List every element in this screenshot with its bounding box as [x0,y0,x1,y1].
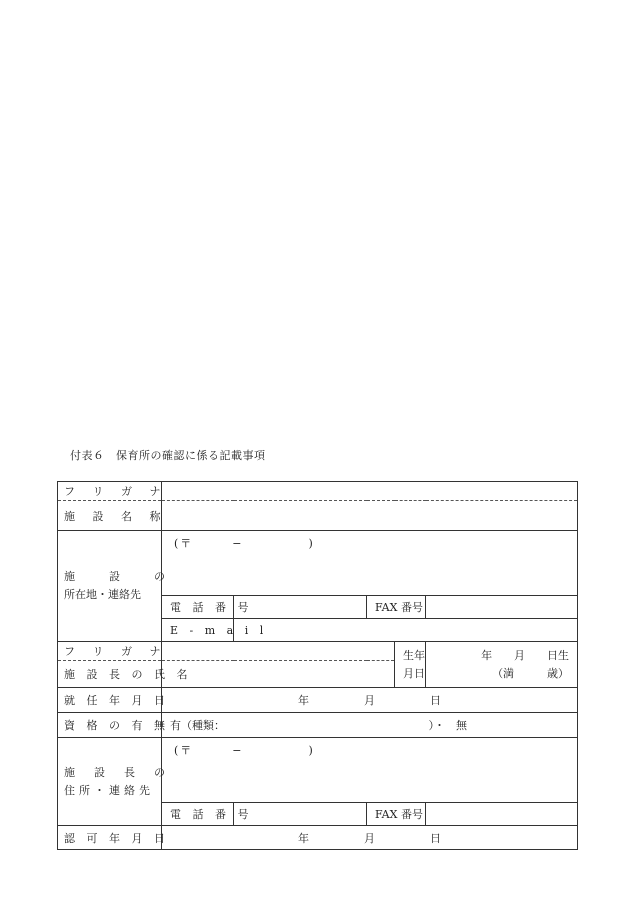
director-phone-label: 電 話 番 号 [162,803,234,826]
facility-postal-field[interactable]: (〒 − ) [162,531,578,596]
facility-name-label: 施 設 名 称 [58,501,162,531]
approval-date-field[interactable]: 年 月 日 [162,826,578,850]
director-furigana-field[interactable] [162,642,395,661]
facility-email-label: E - m a i l [162,619,234,642]
facility-address-label: 施 設 の 所在地・連絡先 [58,531,162,642]
director-fax-label: FAX 番号 [367,803,426,826]
director-fax-field[interactable] [426,803,578,826]
director-name-label: 施 設 長 の 氏 名 [58,661,162,688]
director-furigana-label: フ リ ガ ナ [58,642,162,661]
facility-phone-label: 電 話 番 号 [162,596,234,619]
form-caption: 付表６ 保育所の確認に係る記載事項 [70,449,266,462]
facility-phone-field[interactable] [234,596,367,619]
facility-furigana-label: フ リ ガ ナ [58,482,162,501]
facility-furigana-field[interactable] [162,482,578,501]
director-postal-field[interactable]: (〒 − ) [162,738,578,803]
facility-fax-label: FAX 番号 [367,596,426,619]
facility-email-field[interactable] [234,619,578,642]
director-address-label: 施 設 長 の 住所・連絡先 [58,738,162,826]
qualification-field[interactable]: 有（種類： ）・ 無 [162,713,578,738]
facility-fax-field[interactable] [426,596,578,619]
director-name-field[interactable] [162,661,395,688]
facility-name-field[interactable] [162,501,578,531]
director-birth-label: 生年 月日 [395,642,426,688]
appointed-date-field[interactable]: 年 月 日 [162,688,578,713]
approval-date-label: 認 可 年 月 日 [58,826,162,850]
director-birth-field[interactable]: 年 月 日生 （満 歳） [426,642,578,688]
director-phone-field[interactable] [234,803,367,826]
appointed-date-label: 就 任 年 月 日 [58,688,162,713]
facility-form-table [57,481,578,850]
qualification-label: 資 格 の 有 無 [58,713,162,738]
